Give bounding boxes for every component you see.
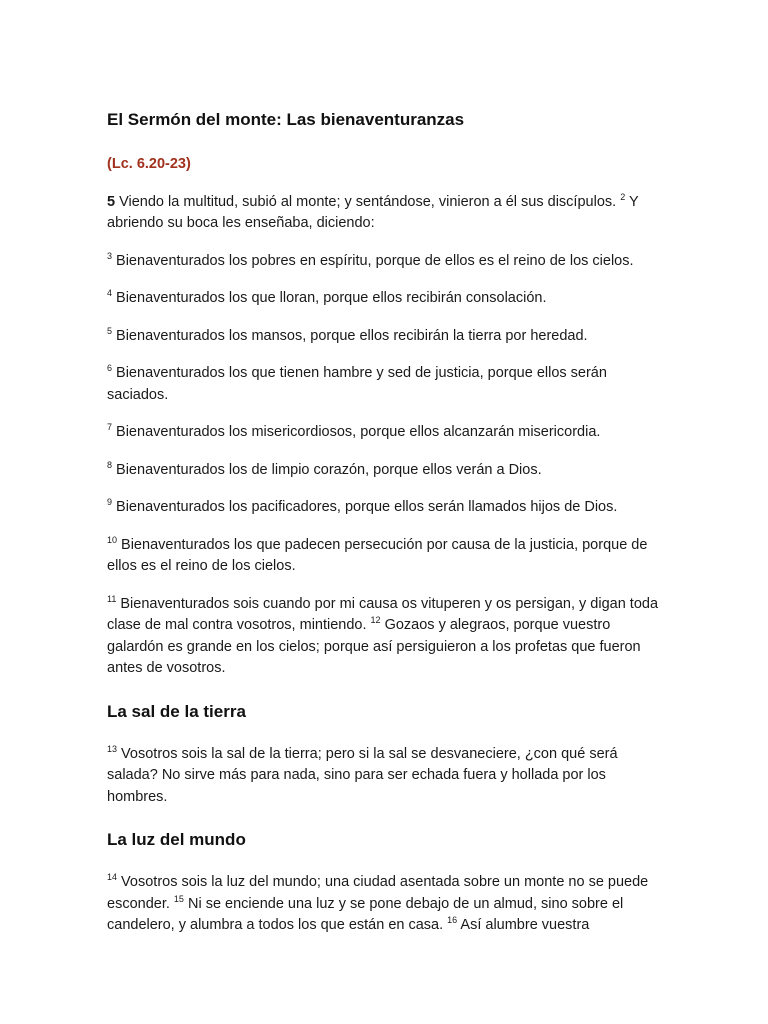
verse-13-paragraph bbox=[107, 744, 667, 809]
verse-text: Bienaventurados los mansos, porque ellos recibirán la tierra por heredad. bbox=[112, 327, 588, 344]
verse-5-paragraph bbox=[107, 192, 667, 235]
verse-text: Viendo la multitud, subió al monte; y sentándose, vinieron a él sus discípulos. bbox=[115, 193, 621, 210]
verse-text: Bienaventurados sois cuando por mi causa os vituperen y os persigan, y digan toda clase de mal contra vosotros, mintiendo. bbox=[107, 595, 659, 633]
verse-text: Ni se enciende una luz y se pone debajo de un almud, sino sobre el candelero, y alumbra a todos los que están en casa. bbox=[107, 895, 624, 933]
verse-text: Bienaventurados los misericordiosos, porque ellos alcanzarán misericordia. bbox=[112, 424, 601, 440]
beatitude-9 bbox=[107, 497, 667, 519]
verse-number: 2 bbox=[620, 191, 626, 202]
verse-number: 5 bbox=[107, 193, 116, 210]
verse-number: 12 bbox=[370, 615, 381, 626]
verse-number: 15 bbox=[173, 893, 184, 904]
verse-number: 7 bbox=[107, 422, 113, 433]
beatitude-7 bbox=[107, 422, 667, 444]
verse-text: Bienaventurados los que padecen persecución por causa de la justicia, porque de ellos es el reino de los cielos. bbox=[107, 536, 648, 574]
verse-text: Vosotros sois la sal de la tierra; pero si la sal se desvaneciere, ¿con qué será salada? No sirve más para nada, sino para ser echada fuera y hollada por los hombres. bbox=[107, 745, 618, 805]
section-heading-sal: La sal de la tierra bbox=[107, 701, 246, 721]
verse-text: Gozaos y alegraos, porque vuestro galardón es grande en los cielos; porque así persiguieron a los profetas que fueron antes de vosotros. bbox=[107, 617, 641, 676]
verse-text: Bienaventurados los de limpio corazón, porque ellos verán a Dios. bbox=[112, 461, 542, 478]
document-content bbox=[107, 108, 667, 937]
verse-number: 11 bbox=[107, 593, 117, 604]
verse-11-paragraph bbox=[107, 594, 667, 680]
beatitude-5 bbox=[107, 326, 667, 348]
verse-text: Bienaventurados los que lloran, porque ellos recibirán consolación. bbox=[112, 290, 547, 306]
verse-number: 6 bbox=[107, 363, 113, 374]
verse-number: 10 bbox=[107, 534, 118, 545]
verse-number: 14 bbox=[107, 872, 118, 883]
verse-number: 3 bbox=[107, 250, 113, 261]
beatitude-10 bbox=[107, 535, 667, 578]
verse-text: Bienaventurados los que tienen hambre y sed de justicia, porque ellos serán saciados. bbox=[107, 365, 607, 403]
page-title: El Sermón del monte: Las bienaventuranzas bbox=[107, 110, 465, 129]
verse-number: 4 bbox=[107, 288, 113, 299]
verse-text: Bienaventurados los pobres en espíritu, porque de ellos es el reino de los cielos. bbox=[112, 252, 634, 269]
verse-text: Así alumbre vuestra bbox=[457, 917, 590, 933]
verse-number: 9 bbox=[107, 497, 113, 508]
verse-text: Vosotros sois la luz del mundo; una ciudad asentada sobre un monte no se puede esconder. bbox=[107, 874, 649, 912]
beatitude-6 bbox=[107, 363, 667, 406]
verse-number: 8 bbox=[107, 459, 113, 470]
beatitude-4 bbox=[107, 288, 667, 310]
verse-number: 13 bbox=[107, 743, 118, 754]
beatitude-3 bbox=[107, 251, 667, 273]
verse-number: 16 bbox=[447, 915, 458, 926]
cross-reference-link[interactable]: Lc. 6.20-23 bbox=[111, 156, 187, 172]
cross-reference bbox=[107, 154, 667, 176]
verse-number: 5 bbox=[107, 325, 113, 336]
section-heading-luz: La luz del mundo bbox=[107, 830, 246, 849]
verse-14-paragraph bbox=[107, 872, 667, 937]
verse-text: Bienaventurados los pacificadores, porque ellos serán llamados hijos de Dios. bbox=[112, 499, 618, 515]
ref-close-paren: ) bbox=[186, 156, 191, 172]
ref-open-paren: ( bbox=[107, 156, 112, 172]
beatitude-8 bbox=[107, 460, 667, 482]
verse-text: Y abriendo su boca les enseñaba, diciendo: bbox=[107, 193, 639, 231]
